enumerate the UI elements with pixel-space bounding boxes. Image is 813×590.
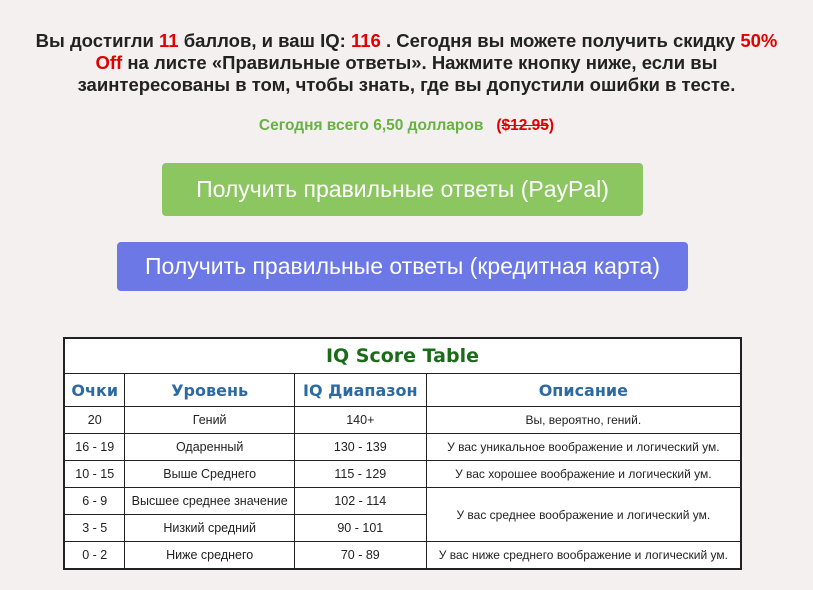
row-points: 3 - 5 bbox=[64, 515, 125, 542]
table-header-row bbox=[64, 374, 741, 407]
row-description: У вас уникальное воображение и логический ум. bbox=[426, 434, 741, 461]
row-level: Низкий средний bbox=[125, 515, 295, 542]
result-message bbox=[20, 30, 793, 96]
message-text-1: Вы достигли bbox=[35, 30, 154, 51]
row-points: 6 - 9 bbox=[64, 488, 125, 515]
row-points: 20 bbox=[64, 407, 125, 434]
header-description: Описание bbox=[426, 374, 741, 407]
today-price: Сегодня всего 6,50 долларов bbox=[258, 117, 484, 134]
message-text-2: баллов, и ваш IQ: bbox=[183, 30, 346, 51]
table-row bbox=[64, 407, 741, 434]
row-level: Ниже среднего bbox=[125, 542, 295, 570]
iq-score-table bbox=[63, 337, 742, 570]
row-range: 140+ bbox=[294, 407, 426, 434]
iq-value: 116 bbox=[350, 30, 381, 51]
row-range: 70 - 89 bbox=[294, 542, 426, 570]
row-level: Одаренный bbox=[125, 434, 295, 461]
table-row bbox=[64, 434, 741, 461]
message-text-3: . Сегодня вы можете получить скидку bbox=[385, 30, 736, 51]
row-level: Высшее среднее значение bbox=[125, 488, 295, 515]
row-description: У вас хорошее воображение и логический ум. bbox=[426, 461, 741, 488]
message-text-4: на листе «Правильные ответы». Нажмите кнопку ниже, если вы заинтересованы в том, чтобы знать, где вы допустили ошибки в тесте. bbox=[77, 52, 736, 95]
row-points: 16 - 19 bbox=[64, 434, 125, 461]
header-level: Уровень bbox=[125, 374, 295, 407]
table-row bbox=[64, 488, 741, 515]
row-points: 10 - 15 bbox=[64, 461, 125, 488]
table-row bbox=[64, 461, 741, 488]
row-range: 115 - 129 bbox=[294, 461, 426, 488]
row-description: У вас среднее воображение и логический ум. bbox=[426, 488, 741, 542]
table-title: IQ Score Table bbox=[64, 338, 741, 374]
points-value: 11 bbox=[158, 30, 179, 51]
header-points: Очки bbox=[64, 374, 125, 407]
row-points: 0 - 2 bbox=[64, 542, 125, 570]
row-range: 102 - 114 bbox=[294, 488, 426, 515]
paypal-button[interactable]: Получить правильные ответы (PayPal) bbox=[162, 163, 643, 216]
old-price: $12.95 bbox=[501, 117, 549, 134]
row-range: 90 - 101 bbox=[294, 515, 426, 542]
row-description: У вас ниже среднего воображение и логический ум. bbox=[426, 542, 741, 570]
row-range: 130 - 139 bbox=[294, 434, 426, 461]
price-line: Сегодня всего 6,50 долларов ($12.95) bbox=[258, 117, 555, 134]
header-iq-range: IQ Диапазон bbox=[294, 374, 426, 407]
row-level: Гений bbox=[125, 407, 295, 434]
discount-value: 50% Off bbox=[95, 30, 778, 73]
credit-card-button[interactable]: Получить правильные ответы (кредитная карта) bbox=[117, 242, 688, 291]
table-row bbox=[64, 542, 741, 570]
row-level: Выше Среднего bbox=[125, 461, 295, 488]
row-description: Вы, вероятно, гений. bbox=[426, 407, 741, 434]
